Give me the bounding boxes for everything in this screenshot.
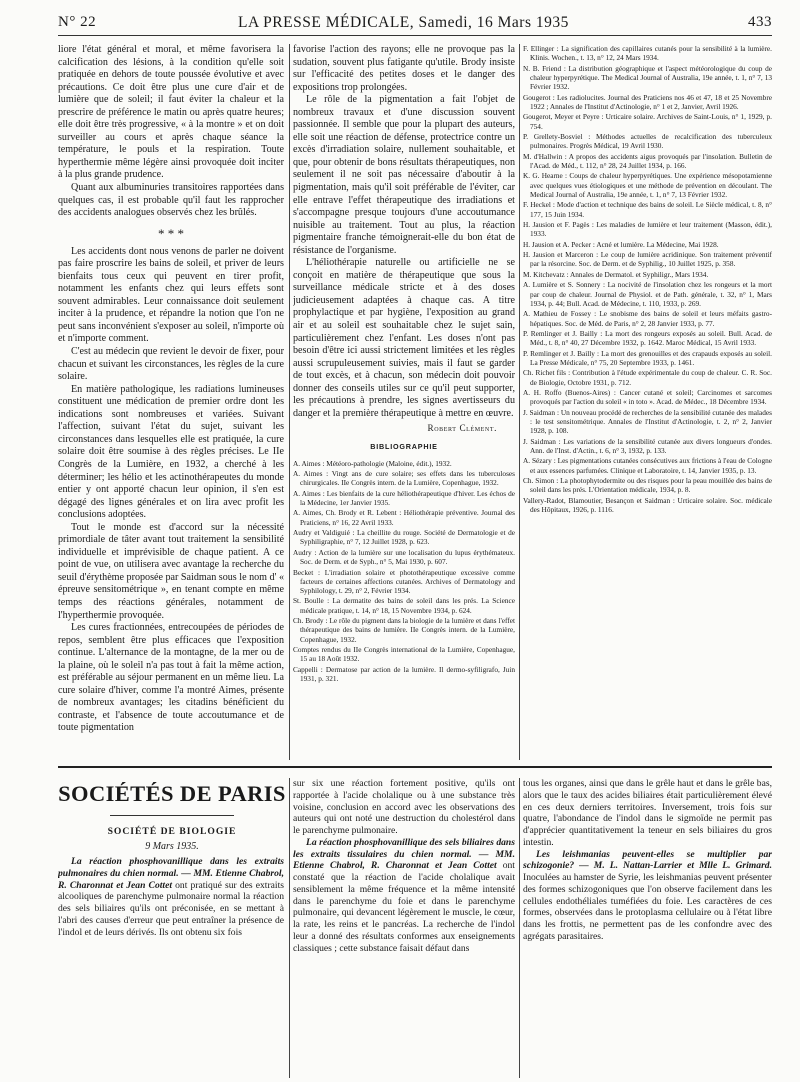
bibliography-entry: P. Remlinger et J. Bailly : La mort des rongeurs exposés au soleil. Bull. Acad. de Méd., t. 8, n° 40, 27 Décembre 1932, p. 1642. Maroc Médical, 15 Avril 1933. — [523, 329, 772, 348]
paragraph: Les cures fractionnées, entrecoupées de périodes de repos, semblent être plus efficaces que l'exposition continue. L'alternance de la montagne, de la mer ou de la plaine, où le soleil n'a pas tout à fait la même action, est préférable au séjour permanent en un même lieu. La cure solaire d'hiver, comme l'a montré Aimes, présente de nombreux avantages; les citadins bénéficient du contraste, et l'absence de toute accoutumance et de toute pigmentation — [58, 622, 284, 734]
article-body-continued: sur six une réaction fortement positive, qu'ils ont rapportée à l'acide cholalique ou à une substance très voisine, conclusion en accord avec les observations des auteurs qui ont noté une destruction du cholestérol dans le parenchyme pulmonaire. — [293, 778, 515, 836]
bibliography-entry: A. Aimes, Ch. Brody et R. Lebent : Héliothérapie préventive. Journal des Praticiens, n° 16, 22 Avril 1933. — [293, 508, 515, 527]
bibliography-entry: A. Lumière et S. Sonnery : La nocivité de l'insolation chez les rongeurs et la mort par coup de chaleur. Journal de Physiol. et de Path. générale, t. 32, n° 1, Mars 1934, p. 44; Bull. Acad. de Médecine, t. 110, 1933, p. 269. — [523, 280, 772, 308]
article-body: ont constaté que la réaction de l'acide cholalique avait sensiblement la même fréquence et la même intensité dans le parenchyme du foie et dans le parenchyme pulmonaire, qui devancent légèrement le muscle, le cœur, la rate, les reins et le pancréas. La recherche de l'indol leur a donné des résultats conformes aux enseignements classiques ; cette substance faisait défaut dans — [293, 860, 515, 954]
bibliography-entry: Audry : Action de la lumière sur une localisation du lupus érythémateux. Soc. de Derm. et de Syph., n° 5, Mai 1930, p. 607. — [293, 547, 515, 567]
column-2 — [293, 44, 515, 759]
bibliography-entry: Gougerot, Meyer et Peyre : Urticaire solaire. Archives de Saint-Louis, n° 1, 1929, p. 754. — [523, 112, 772, 131]
paragraph: C'est au médecin que revient le devoir de fixer, pour chacun et suivant les circonstances, les règles de la cure solaire. — [58, 346, 284, 383]
bibliography-entry: Gougerot : Les radiolucites. Journal des Praticiens nos 46 et 47, 18 et 25 Novembre 1922 ; Annales de l'Institut d'Actinologie, n° 1 et 2, Janvier, Avril 1926. — [523, 92, 772, 111]
article-title: La réaction phosphovanillique dans les extraits pulmonaires du chien normal. — MM. Etienne Chabrol, R. Charonnat et Jean Cottet — [58, 856, 284, 891]
bibliography-entry: M. d'Hallwin : A propos des accidents aigus provoqués par l'insolation. Bulletin de l'Acad. de Méd., t. 112, n° 28, 24 Juillet 1934, p. 166. — [523, 151, 772, 170]
article-body-continued: tous les organes, ainsi que dans le grêle haut et dans le grêle bas, alors que le taux des acides biliaires était particulièrement élevé en ces deux derniers territoires. Inversement, trois fois sur quatre, l'abondance de l'indol dans le sigmoïde ne permit pas d'apprécier quantitativement la teneur en sels biliaires du gros intestin. — [523, 778, 772, 848]
bibliography-entry: A. Sézary : Les pigmentations cutanées consécutives aux frictions à l'eau de Cologne et aux essences parfumées. Clinique et Laboratoire, t. 14, Janvier 1935, p. 13. — [523, 456, 772, 475]
column-divider — [289, 778, 290, 1078]
section-rule — [58, 766, 772, 768]
bibliography-entry: P. Grellety-Bosviel : Méthodes actuelles de recalcification des tuberculeux pulmonaires. Progrès Médical, 19 Avril 1930. — [523, 132, 772, 151]
bibliography-entry: Ch. Richet fils : Contribution à l'étude expérimentale du coup de chaleur. C. R. Soc. de Biologie, Octobre 1931, p. 712. — [523, 368, 772, 387]
societes-column-3 — [523, 778, 772, 1078]
bibliography-entry: H. Jausion et F. Pagès : Les maladies de lumière et leur traitement (Masson, édit.), 1933. — [523, 220, 772, 239]
page-header — [58, 14, 772, 34]
bibliography-entry: A. Aimes : Météoro-pathologie (Maloine, édit.), 1932. — [293, 458, 452, 468]
paragraph: favorise l'action des rayons; elle ne provoque pas la sudation, souvent plus fatigante qu'utile. Brody insiste sur l'efficacité des petites doses et le danger des expositions trop prolongées. — [293, 44, 515, 93]
heading-rule — [110, 815, 234, 816]
bibliography-entry: Cappelli : Dermatose par action de la lumière. Il dermo-syfiligrafo, Juin 1931, p. 321. — [293, 664, 515, 683]
article-title: La réaction phosphovanillique des sels biliaires dans les extraits tissulaires du chien normal. — MM. Etienne Chabrol, R. Charonnat et Jean Cottet — [293, 836, 515, 872]
bibliography-list — [293, 459, 515, 684]
article-body: Inoculées au hamster de Syrie, les leishmanias peuvent présenter des formes schizogoniques que l'on observe facilement dans les cellules endothéliales tuméfiées du foie. Les caractères de ces formes, observées dans le protoplasma cellulaire ou à l'état libre dans les frottis, ne permettent pas de les confondre avec des agrégats parasitaires. — [523, 872, 772, 942]
society-name: SOCIÉTÉ DE BIOLOGIE — [107, 826, 237, 837]
bibliography-entry: H. Jausion et Marceron : Le coup de lumière acridinique. Son traitement préventif par la résorcine. Soc. de Derm. et de Syphilig., 10 Juillet 1925, p. 358. — [523, 250, 772, 269]
bibliography-entry: Ch. Simon : La photophytodermite ou des risques pour la peau mouillée des bains de soleil dans les prés. L'Orientation médicale, 1934, p. 8. — [523, 476, 772, 495]
bibliography-entry: A. Aimes : Vingt ans de cure solaire; ses effets dans les tuberculoses chirurgicales. IIe Congrès intern. de la Lumière, Copenhague, 1932. — [293, 469, 515, 488]
paragraph: Tout le monde est d'accord sur la nécessité primordiale de tâter avant tout traitement la sensibilité individuelle et imprévisible de chaque patient. A ce point de vue, on utilisera avec avantage la recherche du seuil d'érythème proposée par Saidman sous le nom d' « épreuve sensitométrique », en tenant compte en même temps des réactions générales, notamment de l'hyperthermie provoquée. — [58, 521, 284, 621]
column-divider — [289, 44, 290, 760]
journal-title: LA PRESSE MÉDICALE, Samedi, 16 Mars 1935 — [238, 14, 569, 31]
bibliography-entry: H. Jausion et A. Pecker : Acné et lumière. La Médecine, Mai 1928. — [523, 239, 719, 249]
bibliography-entry: J. Saidman : Les variations de la sensibilité cutanée aux divers longueurs d'ondes. Ann. de l'Inst. d'Actin., t. 6, n° 3, 1932, p. 133. — [523, 436, 772, 455]
article-title: Les leishmanias peuvent-elles se multiplier par schizogonie? — M. L. Nattan-Larrier et Mlle L. Grimard. — [523, 848, 772, 872]
header-rule — [58, 35, 772, 36]
bibliography-entry: Comptes rendus du IIe Congrès international de la Lumière, Copenhague, 15 au 18 Août 1932. — [293, 645, 515, 664]
bibliography-entry: K. G. Hearne : Coups de chaleur hyperpyrétiques. Une expérience mésopotamienne avec quelques vues étiologiques et une méthode de prévention en découlant. The Medical Journal of Australia, 19e année, t. 1, n° 7, 13 Février 1932. — [523, 171, 772, 199]
bibliography-heading: BIBLIOGRAPHIE — [370, 441, 438, 451]
page-number: 433 — [748, 14, 772, 30]
paragraph: Les accidents dont nous venons de parler ne doivent pas faire proscrire les bains de soleil, et priver de leurs bienfaits tous ceux qui peuvent en tirer profit, notamment les enfants chez qui leurs effets sont souvent admirables. Leur connaissance doit seulement inciter à la prudence, et répandre la notion que l'on ne peut sans inconvénient s'exposer au soleil, n'importe où et n'importe comment. — [58, 245, 284, 345]
column-3-bibliography — [523, 44, 772, 759]
column-divider — [519, 778, 520, 1078]
bibliography-entry: P. Remlinger et J. Bailly : La mort des grenouilles et des crapauds exposés au soleil. La Presse Médicale, n° 75, 20 Septembre 1933, p. 1461. — [523, 348, 772, 367]
bibliography-entry: Becket : L'irradiation solaire et photothérapeutique excessive comme facteurs de certaines affections cutanées. Archives of Dermatology and Syphilology, t. 29, n° 2, Février 1934. — [293, 567, 515, 595]
bibliography-entry: A. Mathieu de Fossey : Le snobisme des bains de soleil et leurs méfaits gastro-hépatiques. Soc. de Méd. de Paris, n° 2, 28 Janvier 1933, p. 77. — [523, 309, 772, 328]
paragraph: Quant aux albuminuries transitoires rapportées dans quelques cas, il est probable qu'il faut les rapprocher des accidents analogues observés chez les brûlés. — [58, 182, 284, 219]
societes-column-1 — [58, 856, 284, 1078]
author-signature: Robert Clément. — [427, 423, 497, 434]
bibliography-entry: Vallery-Radot, Blamoutier, Besançon et Saidman : Urticaire solaire. Soc. médicale des Hôpitaux, 1926, p. 1116. — [523, 495, 772, 515]
paragraph: liore l'état général et moral, et même favorisera la calcification des lésions, à la condition qu'elle soit pratiquée en dehors de toute poussée évolutive et avec précautions. Ce doit être plus une cure d'air et de lumière que de soleil; il faut éviter la chaleur et la prescrire de préférence le matin ou après quatre heures; elle doit être très progressive, « à la montre » et on doit surveiller au cours et après chaque séance la température, le pouls et la respiration. Toute hyperthermie même légère ainsi provoquée doit inciter à la plus grande prudence. — [58, 44, 284, 181]
societes-column-2 — [293, 778, 515, 1078]
bibliography-entry: J. Saidman : Un nouveau procédé de recherches de la sensibilité cutanée des malades : le test sensitométrique. Annales de l'Institut d'Actinologie, t. 2, n° 2, Janvier 1928, p. 108. — [523, 407, 772, 436]
bibliography-entry: N. B. Friend : La distribution géographique et l'aspect météorologique du coup de chaleur hyperpyrétique. The Medical Journal of Australia, 19e année, t. 1, n° 7, 13 Février 1932. — [523, 63, 772, 92]
bibliography-entry: F. Heckel : Mode d'action et technique des bains de soleil. Le Siècle médical, t. 8, n° 177, 15 Juin 1934. — [523, 200, 772, 219]
session-date: 9 Mars 1935. — [145, 841, 199, 852]
column-divider — [519, 44, 520, 760]
bibliography-entry: A. Aimes : Les bienfaits de la cure héliothérapeutique d'hiver. Les échos de la Médecine, 1er Janvier 1935. — [293, 488, 515, 507]
column-1 — [58, 44, 284, 759]
issue-number: N° 22 — [58, 14, 97, 30]
section-heading: SOCIÉTÉS DE PARIS — [58, 781, 286, 806]
paragraph: L'héliothérapie naturelle ou artificielle ne se conçoit en matière de thérapeutique que sous la surveillance médicale stricte et à des doses judicieusement adaptées à chaque cas. A titre prophylactique et par hygiène, l'exposition au grand air et au soleil est souhaitable chez le sujet sain, particulièrement chez l'enfant. Les doses n'ont pas besoin d'être ici aussi strictement limitées et les règles aussi scrupuleusement suivies, mais il faut se garder de tout excès, et à chacun, son médecin doit pouvoir donner des conseils utiles sur ce qu'il peut supporter, les précautions à prendre, les signes avertisseurs du danger et la première thérapeutique à mettre en œuvre. — [293, 257, 515, 419]
article-body: ont pratiqué sur des extraits alcooliques de parenchyme pulmonaire normal la réaction des sels biliaires qu'ils ont préconisée, en se mettant à l'abri des causes d'erreur que peut entraîner la présence de l'indol et de leurs dérivés. Ils ont obtenu six fois — [58, 879, 284, 938]
bibliography-entry: M. Kitchevatz : Annales de Dermatol. et Syphiligr., Mars 1934. — [523, 269, 709, 279]
bibliography-entry: Audry et Valdiguié : La cheillite du rouge. Société de Dermatologie et de Syphiligraphie, n° 7, 12 Juillet 1928, p. 623. — [293, 528, 515, 547]
bibliography-entry: A. H. Roffo (Buenos-Aires) : Cancer cutané et soleil; Carcinomes et sarcomes provoqués par l'action du soleil « in toto ». Acad. de Médec., 18 Décembre 1934. — [523, 388, 772, 407]
bibliography-entry: St. Boulle : La dermatite des bains de soleil dans les prés. La Science médicale pratique, t. 14, n° 18, 15 Novembre 1934, p. 624. — [293, 596, 515, 615]
bibliography-entry: Ch. Brody : Le rôle du pigment dans la biologie de la lumière et dans l'effet thérapeutique des bains de lumière. IIe Congrès intern. de la Lumière, Copenhague, 1932. — [293, 616, 515, 644]
section-separator: * * * — [158, 225, 184, 241]
paragraph: Le rôle de la pigmentation a fait l'objet de nombreux travaux et d'une discussion souvent passionnée. Il semble que pour la plupart des auteurs, elle soit une réaction de défense, protectrice contre un excès d'irradiation solaire, nullement souhaitable, et que, pour obtenir de bons résultats thérapeutiques, non seulement il ne soit pas nécessaire d'aboutir à la pigmentation, mais qu'il soit préférable de l'éviter, car elle entrave l'effet thérapeutique des irradiations et s'accompagne presque toujours d'une accoutumance nuisible au traitement. Tout au plus, la réaction pigmentaire franche témoignerait-elle du bon état de résistance de l'organisme. — [293, 94, 515, 256]
paragraph: En matière pathologique, les radiations lumineuses constituent une médication de premier ordre dont les indications sont nombreuses et variées. Suivant l'affection, suivant l'état du sujet, suivant les circonstances dans lesquelles elle est pratiquée, la cure solaire doit être soumise à des règles précises. Le IIe Congrès de la Lumière, en 1932, a cherché à les déterminer; les hélio et les actinothérapeutes du monde entier y ont apporté chacun leur opinion, il s'en est dégagé des lignes générales et on lira avec profit les conclusions adoptées. — [58, 383, 284, 521]
bibliography-entry: F. Ellinger : La signification des capillaires cutanés pour la sensibilité à la lumière. Klinis. Wochen., t. 13, n° 12, 24 Mars 1934. — [523, 44, 772, 63]
